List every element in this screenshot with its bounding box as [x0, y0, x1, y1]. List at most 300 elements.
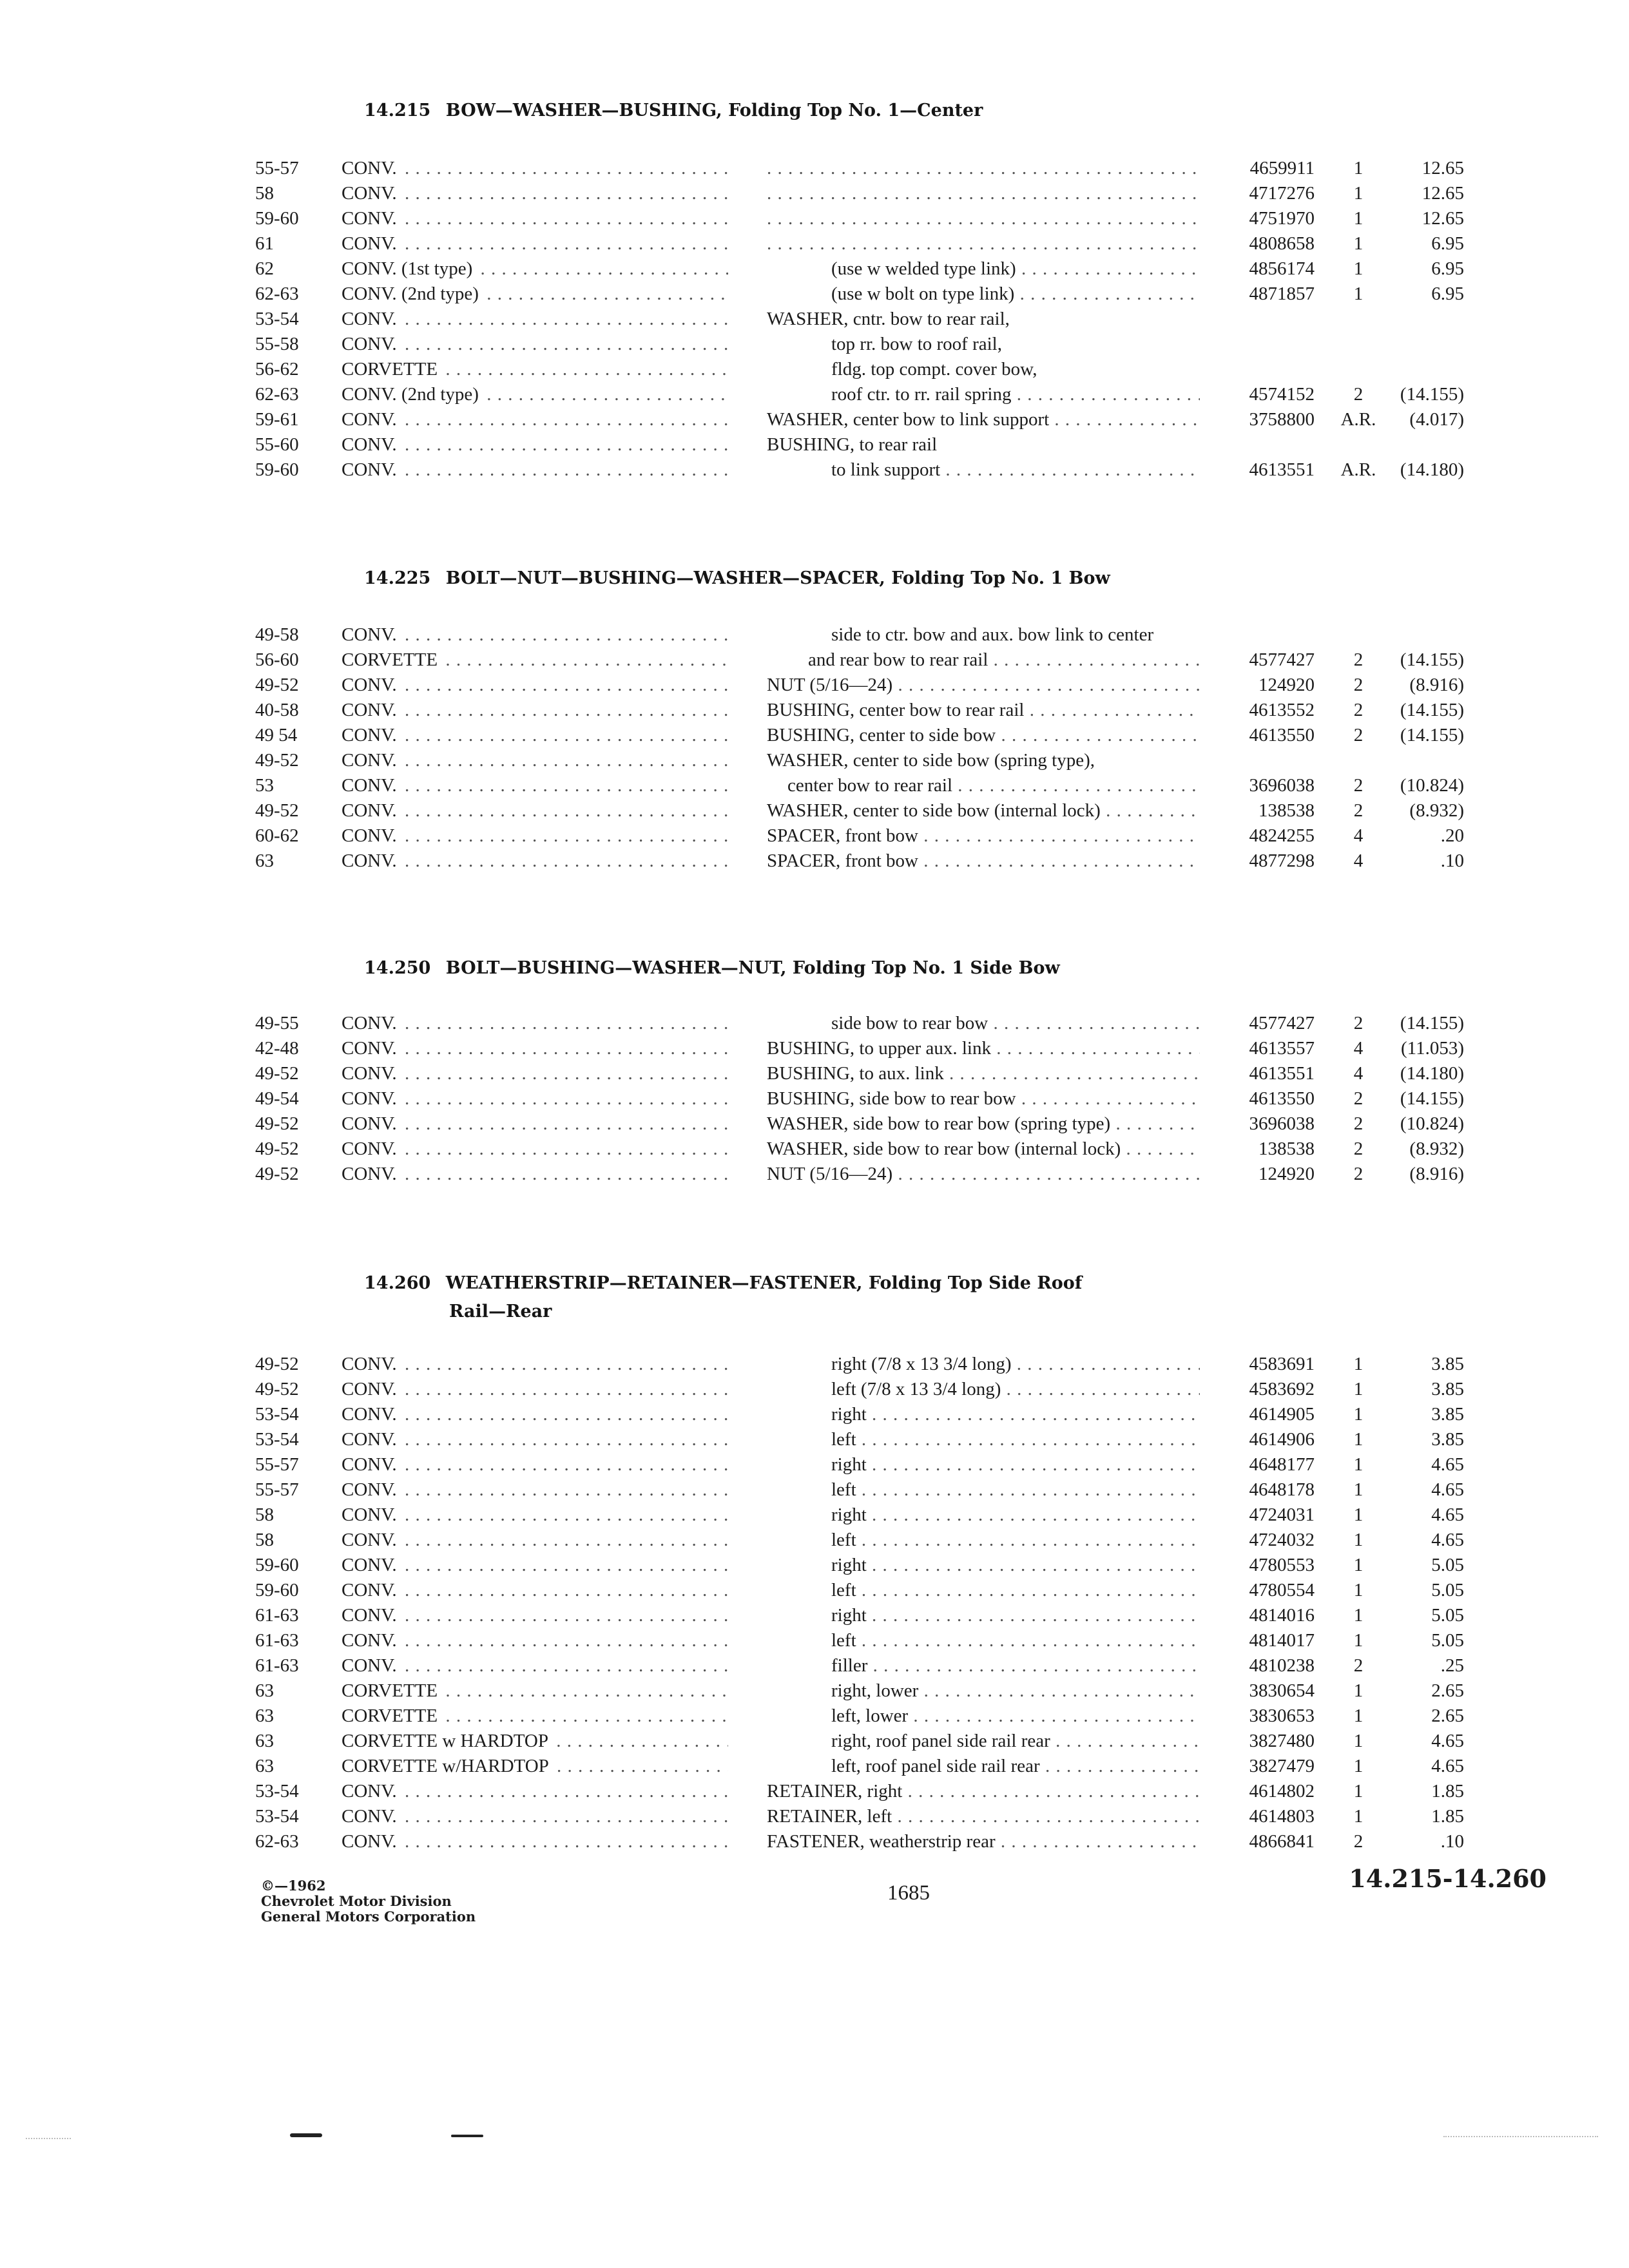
part-number: 3827480: [1249, 1731, 1315, 1751]
table-row: [0, 823, 1629, 849]
table-row: [0, 457, 1629, 483]
model-text: CONV.: [342, 183, 400, 204]
quantity: 1: [1353, 1781, 1364, 1802]
description: [767, 156, 1200, 181]
quantity: 1: [1353, 1530, 1364, 1550]
description: left . . .: [831, 1528, 1200, 1553]
quantity: 1: [1353, 1379, 1364, 1399]
description: RETAINER, left . . .: [767, 1804, 1200, 1829]
quantity: 2: [1353, 1113, 1364, 1134]
table-row: [0, 332, 1629, 357]
quantity: 1: [1353, 1555, 1364, 1575]
year-range: 49-52: [255, 1379, 299, 1399]
price-or-reference: 5.05: [1431, 1555, 1464, 1575]
part-number: 4724032: [1249, 1530, 1315, 1550]
model-text: CONV.: [342, 750, 400, 771]
price-or-reference: 3.85: [1431, 1404, 1464, 1425]
description: right . . .: [831, 1402, 1200, 1427]
part-number: 138538: [1258, 1139, 1315, 1159]
model: [342, 407, 728, 432]
year-range: 56-60: [255, 649, 299, 670]
quantity: 1: [1353, 1680, 1364, 1701]
model-text: CONV.: [342, 1831, 400, 1852]
model-text: CONV.: [342, 1404, 400, 1425]
year-range: 59-60: [255, 1580, 299, 1600]
quantity: 2: [1353, 384, 1364, 405]
model: [342, 1477, 728, 1503]
part-number: 4810238: [1249, 1655, 1315, 1676]
description: left . . .: [831, 1477, 1200, 1503]
quantity: 2: [1353, 1831, 1364, 1852]
model: [342, 1603, 728, 1628]
model: [342, 648, 728, 673]
description: SPACER, front bow . . .: [767, 849, 1200, 874]
quantity: 2: [1353, 1139, 1364, 1159]
year-range: 49-52: [255, 1354, 299, 1374]
quantity: 1: [1353, 1630, 1364, 1651]
parts-table: [0, 156, 1629, 483]
quantity: 2: [1353, 1088, 1364, 1109]
price-or-reference: (8.932): [1409, 800, 1464, 821]
quantity: 1: [1353, 1479, 1364, 1500]
part-number: 4614905: [1249, 1404, 1315, 1425]
price-or-reference: (14.155): [1400, 384, 1464, 405]
year-range: 53: [255, 775, 274, 796]
price-or-reference: .10: [1440, 1831, 1464, 1852]
section-title: BOW—WASHER—BUSHING, Folding Top No. 1—Center: [445, 101, 983, 120]
price-or-reference: 4.65: [1431, 1731, 1464, 1751]
page-range: 14.215-14.260: [1349, 1864, 1547, 1893]
model-text: CONV.: [342, 675, 400, 695]
model: [342, 798, 728, 823]
model: [342, 1086, 728, 1111]
year-range: 55-60: [255, 434, 299, 455]
quantity: 1: [1353, 1429, 1364, 1450]
table-row: [0, 1729, 1629, 1754]
table-row: [0, 1162, 1629, 1187]
part-number: 4866841: [1249, 1831, 1315, 1852]
description: (use w welded type link) . . .: [831, 256, 1200, 282]
year-range: 55-57: [255, 158, 299, 178]
model: [342, 332, 728, 357]
model: [342, 457, 728, 483]
description: right . . .: [831, 1503, 1200, 1528]
description: (use w bolt on type link) . . .: [831, 282, 1200, 307]
year-range: 49-52: [255, 1164, 299, 1184]
model-text: CORVETTE: [342, 1706, 440, 1726]
model-text: CONV. (2nd type): [342, 384, 481, 405]
quantity: 1: [1353, 183, 1364, 204]
price-or-reference: 6.95: [1431, 284, 1464, 304]
table-row: [0, 1036, 1629, 1061]
model: [342, 357, 728, 382]
table-row: [0, 1111, 1629, 1137]
section-heading: [364, 954, 1266, 983]
description: left (7/8 x 13 3/4 long) . . .: [831, 1377, 1200, 1402]
description: right (7/8 x 13 3/4 long) . . .: [831, 1352, 1200, 1377]
part-number: 124920: [1258, 675, 1315, 695]
model: [342, 206, 728, 231]
year-range: 63: [255, 1756, 274, 1776]
table-row: [0, 1754, 1629, 1779]
part-number: 4613557: [1249, 1038, 1315, 1059]
model: [342, 1061, 728, 1086]
model-text: CONV. (1st type): [342, 258, 475, 279]
table-row: [0, 1427, 1629, 1452]
quantity: 1: [1353, 284, 1364, 304]
model: [342, 1377, 728, 1402]
table-row: [0, 206, 1629, 231]
section-number: 14.225: [364, 568, 431, 588]
part-number: 4577427: [1249, 1013, 1315, 1033]
price-or-reference: (11.053): [1401, 1038, 1464, 1059]
year-range: 53-54: [255, 1429, 299, 1450]
year-range: 49-52: [255, 1063, 299, 1084]
model-text: CONV.: [342, 1429, 400, 1450]
description: left, roof panel side rail rear . . .: [831, 1754, 1200, 1779]
table-row: [0, 1402, 1629, 1427]
part-number: 4814016: [1249, 1605, 1315, 1626]
year-range: 49-52: [255, 1113, 299, 1134]
table-row: [0, 156, 1629, 181]
price-or-reference: 5.05: [1431, 1580, 1464, 1600]
year-range: 49-52: [255, 750, 299, 771]
year-range: 62-63: [255, 1831, 299, 1852]
table-row: [0, 282, 1629, 307]
footer-credits: [261, 1878, 476, 1925]
year-range: 49-55: [255, 1013, 299, 1033]
part-number: 4614803: [1249, 1806, 1315, 1827]
model-text: CONV. (2nd type): [342, 284, 481, 304]
description: left, lower . . .: [831, 1704, 1200, 1729]
price-or-reference: 3.85: [1431, 1429, 1464, 1450]
price-or-reference: .25: [1440, 1655, 1464, 1676]
model: [342, 849, 728, 874]
table-row: [0, 1137, 1629, 1162]
description: right . . .: [831, 1553, 1200, 1578]
quantity: 1: [1353, 1806, 1364, 1827]
quantity: 2: [1353, 1164, 1364, 1184]
quantity: 4: [1353, 1063, 1364, 1084]
part-number: 4614802: [1249, 1781, 1315, 1802]
year-range: 61-63: [255, 1630, 299, 1651]
model-text: CONV.: [342, 1454, 400, 1475]
table-row: [0, 357, 1629, 382]
table-row: [0, 1829, 1629, 1854]
description: BUSHING, to rear rail: [767, 434, 938, 455]
part-number: 124920: [1258, 1164, 1315, 1184]
quantity: 1: [1353, 1404, 1364, 1425]
table-row: [0, 798, 1629, 823]
year-range: 61-63: [255, 1655, 299, 1676]
table-row: [0, 1678, 1629, 1704]
description: [767, 181, 1200, 206]
part-number: 138538: [1258, 800, 1315, 821]
model: [342, 1754, 728, 1779]
description: roof ctr. to rr. rail spring . . .: [831, 382, 1200, 407]
table-row: [0, 1653, 1629, 1678]
year-range: 59-60: [255, 459, 299, 480]
part-number: 4613551: [1249, 1063, 1315, 1084]
year-range: 63: [255, 1731, 274, 1751]
scan-dots: [1443, 2136, 1598, 2137]
description: right . . .: [831, 1452, 1200, 1477]
model: [342, 1578, 728, 1603]
price-or-reference: (8.916): [1409, 675, 1464, 695]
part-number: 3830654: [1249, 1680, 1315, 1701]
part-number: 4824255: [1249, 825, 1315, 846]
description: NUT (5/16—24) . . .: [767, 1162, 1200, 1187]
quantity: 1: [1353, 158, 1364, 178]
description: BUSHING, center to side bow . . .: [767, 723, 1200, 748]
table-row: [0, 307, 1629, 332]
table-row: [0, 622, 1629, 648]
model-text: CONV.: [342, 1088, 400, 1109]
model: [342, 673, 728, 698]
model: [342, 723, 728, 748]
table-row: [0, 773, 1629, 798]
price-or-reference: (14.155): [1400, 700, 1464, 720]
part-number: 4614906: [1249, 1429, 1315, 1450]
year-range: 49-52: [255, 675, 299, 695]
model: [342, 622, 728, 648]
year-range: 59-60: [255, 208, 299, 229]
year-range: 63: [255, 850, 274, 871]
quantity: 1: [1353, 1605, 1364, 1626]
model: [342, 748, 728, 773]
price-or-reference: .10: [1440, 850, 1464, 871]
model-text: CONV.: [342, 208, 400, 229]
quantity: A.R.: [1340, 409, 1376, 430]
quantity: 2: [1353, 649, 1364, 670]
price-or-reference: (14.155): [1400, 649, 1464, 670]
table-row: [0, 1377, 1629, 1402]
part-number: 3827479: [1249, 1756, 1315, 1776]
model-text: CONV.: [342, 850, 400, 871]
model: [342, 282, 728, 307]
section-title: BOLT—BUSHING—WASHER—NUT, Folding Top No. 1 Side Bow: [445, 958, 1060, 978]
part-number: 4780554: [1249, 1580, 1315, 1600]
price-or-reference: 4.65: [1431, 1479, 1464, 1500]
model-text: CORVETTE w/HARDTOP: [342, 1756, 552, 1776]
quantity: 1: [1353, 1454, 1364, 1475]
model-text: CORVETTE w HARDTOP: [342, 1731, 551, 1751]
table-row: [0, 1628, 1629, 1653]
model-text: CONV.: [342, 233, 400, 254]
year-range: 53-54: [255, 1404, 299, 1425]
year-range: 55-57: [255, 1454, 299, 1475]
description: SPACER, front bow . . .: [767, 823, 1200, 849]
section-title: WEATHERSTRIP—RETAINER—FASTENER, Folding Top Side Roof: [445, 1273, 1083, 1293]
model-text: CONV.: [342, 1781, 400, 1802]
model: [342, 181, 728, 206]
scan-mark: [290, 2133, 322, 2137]
price-or-reference: 12.65: [1422, 208, 1464, 229]
model: [342, 1352, 728, 1377]
price-or-reference: 3.85: [1431, 1354, 1464, 1374]
part-number: 3696038: [1249, 1113, 1315, 1134]
price-or-reference: (14.155): [1400, 1088, 1464, 1109]
quantity: 1: [1353, 208, 1364, 229]
quantity: 2: [1353, 800, 1364, 821]
year-range: 49-52: [255, 1139, 299, 1159]
section-number: 14.250: [364, 958, 431, 978]
year-range: 49-52: [255, 800, 299, 821]
model-text: CONV.: [342, 1113, 400, 1134]
year-range: 62: [255, 258, 274, 279]
year-range: 58: [255, 1530, 274, 1550]
table-row: [0, 1704, 1629, 1729]
table-row: [0, 1452, 1629, 1477]
year-range: 63: [255, 1706, 274, 1726]
price-or-reference: 4.65: [1431, 1530, 1464, 1550]
description: BUSHING, to upper aux. link . . .: [767, 1036, 1200, 1061]
year-range: 58: [255, 183, 274, 204]
section-number: 14.215: [364, 101, 431, 120]
description: and rear bow to rear rail . . .: [808, 648, 1200, 673]
model-text: CONV.: [342, 825, 400, 846]
description: RETAINER, right . . .: [767, 1779, 1200, 1804]
price-or-reference: 1.85: [1431, 1781, 1464, 1802]
price-or-reference: 4.65: [1431, 1504, 1464, 1525]
description: left . . .: [831, 1578, 1200, 1603]
parts-table: [0, 622, 1629, 874]
corporation-name: General Motors Corporation: [261, 1908, 476, 1925]
table-row: [0, 1061, 1629, 1086]
quantity: 1: [1353, 1580, 1364, 1600]
model-text: CONV.: [342, 1038, 400, 1059]
description: fldg. top compt. cover bow,: [831, 359, 1037, 380]
price-or-reference: (14.180): [1400, 459, 1464, 480]
model-text: CONV.: [342, 725, 400, 745]
model: [342, 382, 728, 407]
description: right . . .: [831, 1603, 1200, 1628]
model-text: CONV.: [342, 1655, 400, 1676]
quantity: 4: [1353, 1038, 1364, 1059]
year-range: 42-48: [255, 1038, 299, 1059]
table-row: [0, 1086, 1629, 1111]
price-or-reference: 2.65: [1431, 1680, 1464, 1701]
section-number: 14.260: [364, 1273, 431, 1293]
price-or-reference: (4.017): [1409, 409, 1464, 430]
model: [342, 1137, 728, 1162]
quantity: 1: [1353, 1731, 1364, 1751]
price-or-reference: (14.155): [1400, 725, 1464, 745]
price-or-reference: 6.95: [1431, 258, 1464, 279]
model: [342, 1729, 728, 1754]
price-or-reference: (10.824): [1400, 775, 1464, 796]
description: WASHER, cntr. bow to rear rail,: [767, 309, 1010, 329]
price-or-reference: 1.85: [1431, 1806, 1464, 1827]
description: center bow to rear rail . . .: [787, 773, 1200, 798]
part-number: 4648178: [1249, 1479, 1315, 1500]
quantity: 2: [1353, 725, 1364, 745]
description: WASHER, center to side bow (internal lock) . . .: [767, 798, 1200, 823]
description: [767, 206, 1200, 231]
year-range: 59-61: [255, 409, 299, 430]
section-heading: [364, 97, 1266, 125]
model-text: CONV.: [342, 1139, 400, 1159]
quantity: 1: [1353, 233, 1364, 254]
part-number: 3758800: [1249, 409, 1315, 430]
quantity: 1: [1353, 1354, 1364, 1374]
table-row: [0, 1578, 1629, 1603]
model: [342, 1528, 728, 1553]
section-heading: [364, 564, 1266, 593]
model-text: CONV.: [342, 1630, 400, 1651]
table-row: [0, 1477, 1629, 1503]
part-number: 4613550: [1249, 725, 1315, 745]
year-range: 60-62: [255, 825, 299, 846]
model: [342, 1553, 728, 1578]
part-number: 4814017: [1249, 1630, 1315, 1651]
quantity: 2: [1353, 675, 1364, 695]
description: WASHER, center to side bow (spring type),: [767, 750, 1095, 771]
description: FASTENER, weatherstrip rear . . .: [767, 1829, 1200, 1854]
division-name: Chevrolet Motor Division: [261, 1893, 452, 1909]
price-or-reference: 2.65: [1431, 1706, 1464, 1726]
year-range: 63: [255, 1680, 274, 1701]
year-range: 55-57: [255, 1479, 299, 1500]
price-or-reference: 12.65: [1422, 183, 1464, 204]
description: side to ctr. bow and aux. bow link to center: [831, 624, 1154, 645]
description: NUT (5/16—24) . . .: [767, 673, 1200, 698]
model: [342, 823, 728, 849]
description: BUSHING, side bow to rear bow . . .: [767, 1086, 1200, 1111]
model-text: CONV.: [342, 409, 400, 430]
description: left . . .: [831, 1628, 1200, 1653]
model: [342, 1704, 728, 1729]
model: [342, 1628, 728, 1653]
model-text: CONV.: [342, 1379, 400, 1399]
part-number: 4583691: [1249, 1354, 1315, 1374]
price-or-reference: 6.95: [1431, 233, 1464, 254]
table-row: [0, 1503, 1629, 1528]
description: BUSHING, to aux. link . . .: [767, 1061, 1200, 1086]
description: BUSHING, center bow to rear rail . . .: [767, 698, 1200, 723]
year-range: 49 54: [255, 725, 298, 745]
part-number: 4780553: [1249, 1555, 1315, 1575]
year-range: 55-58: [255, 334, 299, 354]
model-text: CONV.: [342, 800, 400, 821]
model: [342, 1503, 728, 1528]
year-range: 61: [255, 233, 274, 254]
price-or-reference: 5.05: [1431, 1605, 1464, 1626]
table-row: [0, 1804, 1629, 1829]
description: to link support . . .: [831, 457, 1200, 483]
price-or-reference: (14.180): [1400, 1063, 1464, 1084]
table-row: [0, 256, 1629, 282]
part-number: 3830653: [1249, 1706, 1315, 1726]
model: [342, 1452, 728, 1477]
model-text: CONV.: [342, 624, 400, 645]
model-text: CONV.: [342, 158, 400, 178]
part-number: 4648177: [1249, 1454, 1315, 1475]
part-number: 4808658: [1249, 233, 1315, 254]
model-text: CONV.: [342, 309, 400, 329]
model: [342, 1011, 728, 1036]
model: [342, 1427, 728, 1452]
model-text: CONV.: [342, 700, 400, 720]
quantity: 2: [1353, 700, 1364, 720]
price-or-reference: .20: [1440, 825, 1464, 846]
year-range: 56-62: [255, 359, 299, 380]
model-text: CONV.: [342, 1555, 400, 1575]
price-or-reference: 3.85: [1431, 1379, 1464, 1399]
table-row: [0, 231, 1629, 256]
model: [342, 698, 728, 723]
model-text: CONV.: [342, 1530, 400, 1550]
